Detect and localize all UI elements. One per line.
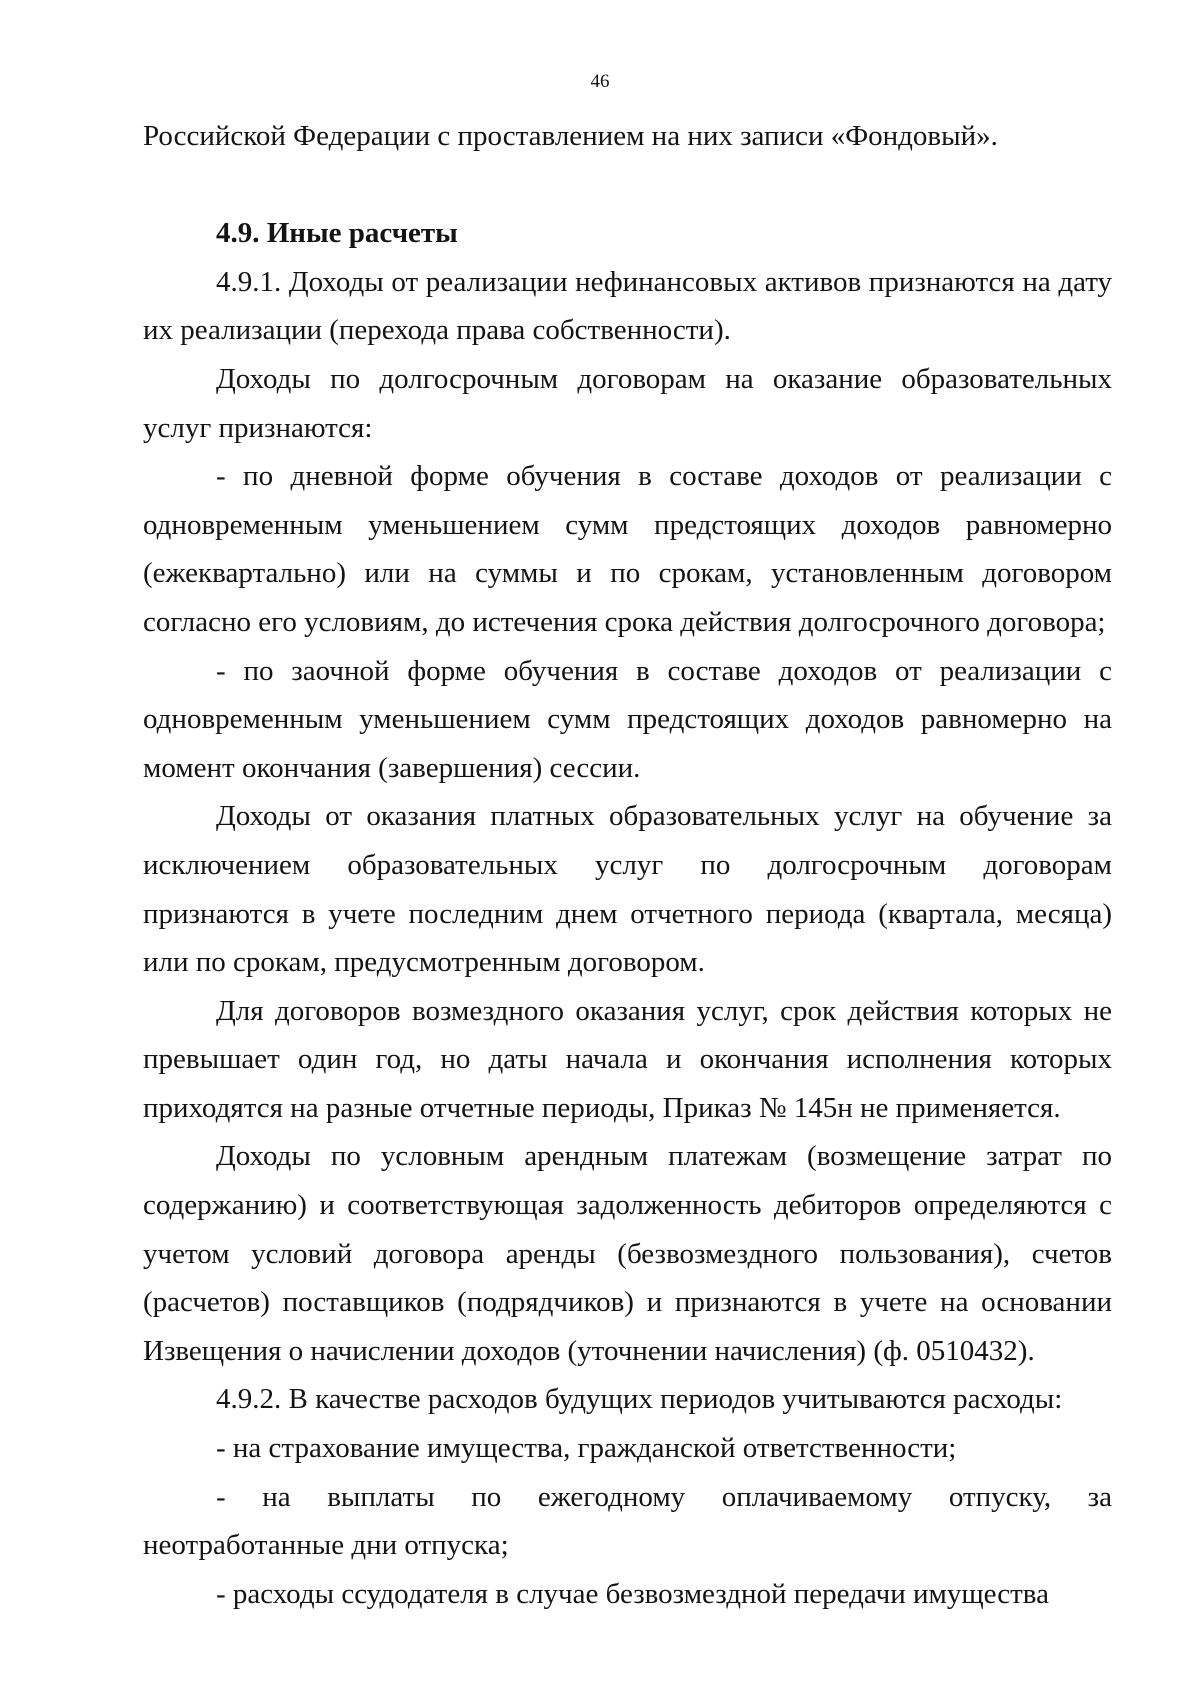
- paragraph-4-9-1: 4.9.1. Доходы от реализации нефинансовых активов признаются на дату их реализации (перехода права собственности).: [143, 265, 1112, 347]
- paragraph-4-9-2: 4.9.2. В качестве расходов будущих периодов учитываются расходы:: [216, 1383, 1063, 1416]
- list-item-part-time: - по заочной форме обучения в составе доходов от реализации с одновременным уменьшением сумм предстоящих доходов равномерно на момент окончания (завершения) сессии.: [143, 654, 1112, 784]
- paragraph-short-contracts: Для договоров возмездного оказания услуг, срок действия которых не превышает один год, но даты начала и окончания исполнения которых приходятся на разные отчетные периоды, Приказ № 145н не применяется.: [143, 994, 1112, 1124]
- page-number: 46: [590, 71, 610, 92]
- paragraph-paid-services: Доходы от оказания платных образовательных услуг на обучение за исключением образовательных услуг по долгосрочным договорам признаются в учете последним днем отчетного периода (квартала, месяца) или по срокам, предусмотренным договором.: [143, 800, 1112, 979]
- list-item-full-time: - по дневной форме обучения в составе доходов от реализации с одновременным уменьшением сумм предстоящих доходов равномерно (ежеквартально) или на суммы и по срокам, установленным договором согласно его условиям, до истечения срока действия долгосрочного договора;: [143, 460, 1112, 638]
- paragraph-continuation: Российской Федерации с проставлением на них записи «Фондовый».: [143, 120, 998, 152]
- list-item-lender-expenses: - расходы ссудодателя в случае безвозмездной передачи имущества: [216, 1577, 1049, 1610]
- paragraph-long-term-contracts: Доходы по долгосрочным договорам на оказание образовательных услуг признаются:: [143, 362, 1112, 444]
- paragraph-rental-payments: Доходы по условным арендным платежам (возмещение затрат по содержанию) и соответствующая задолженность дебиторов определяются с учетом условий договора аренды (безвозмездного пользования), счетов (расчетов) поставщиков (подрядчиков) и признаются в учете на основании Извещения о начислении доходов (уточнении начисления) (ф. 0510432).: [143, 1140, 1112, 1367]
- document-body: [143, 112, 1112, 1618]
- list-item-insurance: - на страхование имущества, гражданской ответственности;: [216, 1432, 957, 1465]
- list-item-vacation: - на выплаты по ежегодному оплачиваемому отпуску, за неотработанные дни отпуска;: [143, 1480, 1112, 1562]
- section-heading: 4.9. Иные расчеты: [216, 217, 458, 250]
